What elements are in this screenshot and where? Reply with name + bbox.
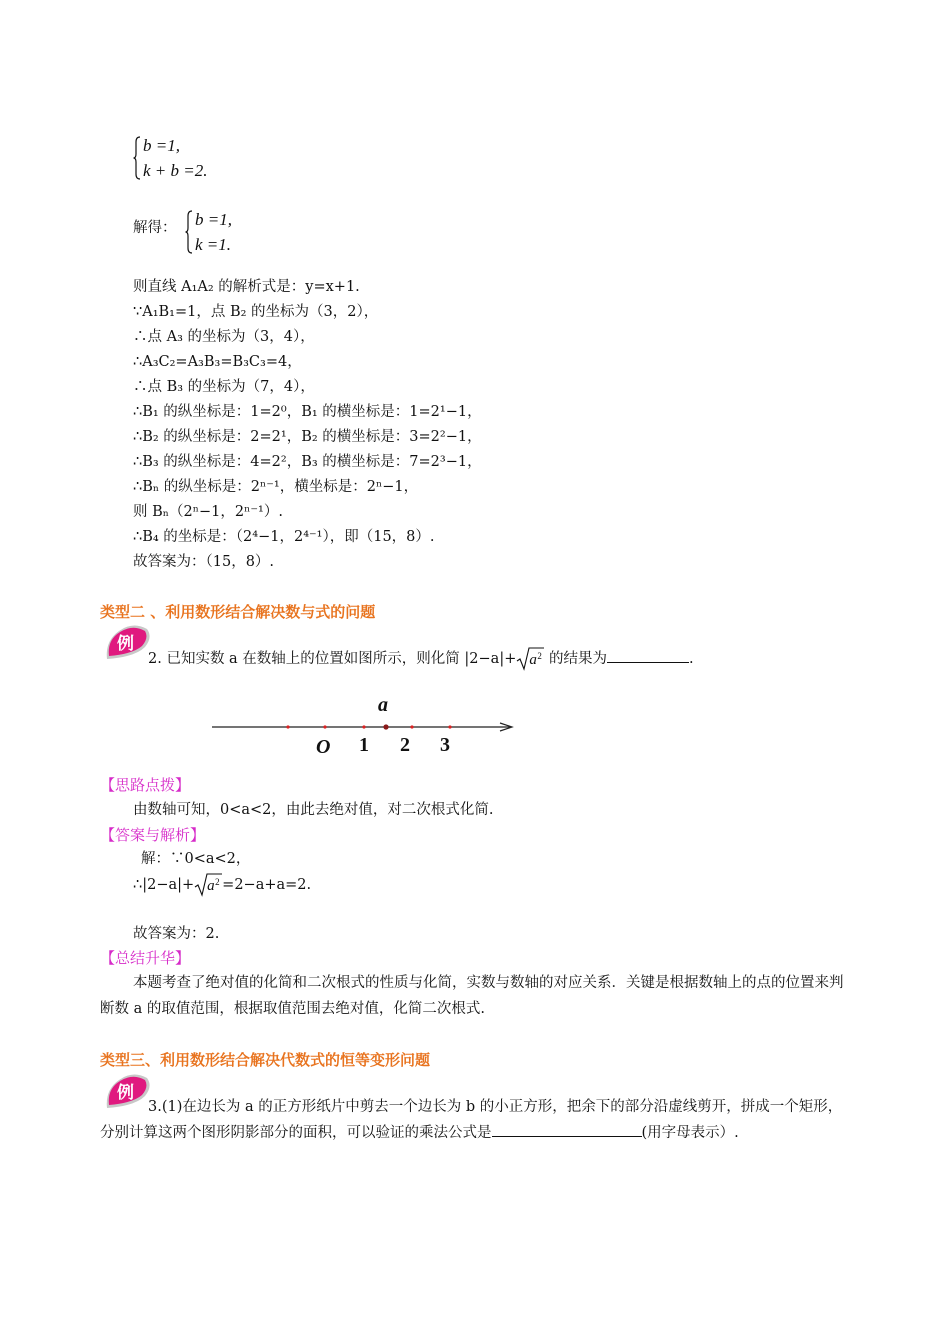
answer-line: 故答案为：（15，8）. <box>133 554 275 570</box>
derivation-line-3: ∴点 A₃ 的坐标为（3，4）， <box>133 329 315 345</box>
question-3-text: 3.(1)在边长为 a 的正方形纸片中剪去一个边长为 b 的小正方形，把余下的部分沿虚线剪开，拼成一个矩形，分别计算这两个图形阴影部分的面积，可以验证的乘法公式是 <box>100 1099 843 1141</box>
tick-dot <box>362 725 365 728</box>
answer-line-2: 故答案为：2. <box>133 926 220 942</box>
tag-summary: 【总结升华】 <box>100 949 191 967</box>
sqrt-exponent: 2 <box>537 651 542 661</box>
section-heading-type2: 类型二 、利用数形结合解决数与式的问题 <box>100 603 376 621</box>
question-3 <box>100 1094 852 1146</box>
number-line-figure <box>210 696 520 762</box>
solve-label: 解得： <box>133 220 177 236</box>
hint-text: 由数轴可知，0<a<2，由此去绝对值，对二次根式化简. <box>133 802 494 818</box>
answer-blank[interactable] <box>607 648 689 663</box>
question-2-text: 2. 已知实数 a 在数轴上的位置如图所示，则化简 |2−a|+ <box>148 651 517 667</box>
sqrt-expression <box>516 646 544 672</box>
question-2-suffix: 的结果为 <box>548 651 607 667</box>
derivation-line-9: ∴Bₙ 的纵坐标是：2ⁿ⁻¹，横坐标是：2ⁿ−1， <box>133 479 419 495</box>
example-badge <box>103 623 153 663</box>
equation-system-1 <box>133 136 253 182</box>
tag-hint: 【思路点拨】 <box>100 776 191 794</box>
derivation-line-8: ∴B₃ 的纵坐标是：4=2²，B₃ 的横坐标是：7=2³−1， <box>133 454 482 470</box>
derivation-line-2: ∵A₁B₁=1，点 B₂ 的坐标为（3，2）， <box>133 304 379 320</box>
sqrt-exponent: 2 <box>215 877 220 887</box>
left-brace-icon <box>185 210 193 254</box>
solution-row-1: b =1, <box>195 210 232 229</box>
solution-line-1: 解：∵0<a<2， <box>141 851 251 867</box>
derivation-line-5: ∴点 B₃ 的坐标为（7，4）， <box>133 379 315 395</box>
section-heading-type3: 类型三、利用数形结合解决代数式的恒等变形问题 <box>100 1051 431 1069</box>
equation-row-1: b =1, <box>143 136 180 155</box>
answer-blank[interactable] <box>492 1122 642 1137</box>
left-brace-icon <box>133 136 141 180</box>
derivation-line-10: 则 Bₙ（2ⁿ−1，2ⁿ⁻¹）. <box>133 504 283 520</box>
derivation-line-1: 则直线 A₁A₂ 的解析式是：y=x+1. <box>133 279 360 295</box>
solution-row-2: k =1. <box>195 235 232 254</box>
tick-label-origin: O <box>316 736 331 758</box>
derivation-line-11: ∴B₄ 的坐标是：（2⁴−1，2⁴⁻¹），即（15，8）. <box>133 529 435 545</box>
sqrt-radicand: a <box>207 878 215 894</box>
question-2 <box>148 646 694 676</box>
tick-dot <box>448 725 451 728</box>
question-2-end: . <box>688 651 694 667</box>
tick-dot <box>286 725 289 728</box>
sqrt-expression <box>194 872 222 898</box>
tick-label-2: 2 <box>400 734 410 756</box>
point-a <box>383 724 388 729</box>
question-3-end: (用字母表示）. <box>641 1125 739 1141</box>
example-badge-label: 例 <box>117 1083 134 1103</box>
derivation-line-6: ∴B₁ 的纵坐标是：1=2⁰，B₁ 的横坐标是：1=2¹−1， <box>133 404 482 420</box>
tick-dot <box>410 725 413 728</box>
solution-line-2-suffix: =2−a+a=2. <box>222 877 312 893</box>
sqrt-radicand: a <box>529 652 537 668</box>
solution-line-2 <box>133 872 311 904</box>
tick-label-3: 3 <box>440 734 450 756</box>
derivation-line-7: ∴B₂ 的纵坐标是：2=2¹，B₂ 的横坐标是：3=2²−1， <box>133 429 482 445</box>
solution-line-2-prefix: ∴|2−a|+ <box>133 877 195 893</box>
variable-label-a: a <box>378 694 388 716</box>
derivation-line-4: ∴A₃C₂=A₃B₃=B₃C₃=4， <box>133 354 302 370</box>
equation-row-2: k + b =2. <box>143 161 208 180</box>
summary-text: 本题考查了绝对值的化简和二次根式的性质与化简，实数与数轴的对应关系．关键是根据数轴上的点的位置来判断数 a 的取值范围，根据取值范围去绝对值，化简二次根式. <box>100 975 844 1017</box>
tick-dot <box>323 725 326 728</box>
example-badge-label: 例 <box>117 634 134 654</box>
equation-system-solved <box>185 210 285 256</box>
tick-label-1: 1 <box>359 734 369 756</box>
tag-answer-analysis: 【答案与解析】 <box>100 826 206 844</box>
